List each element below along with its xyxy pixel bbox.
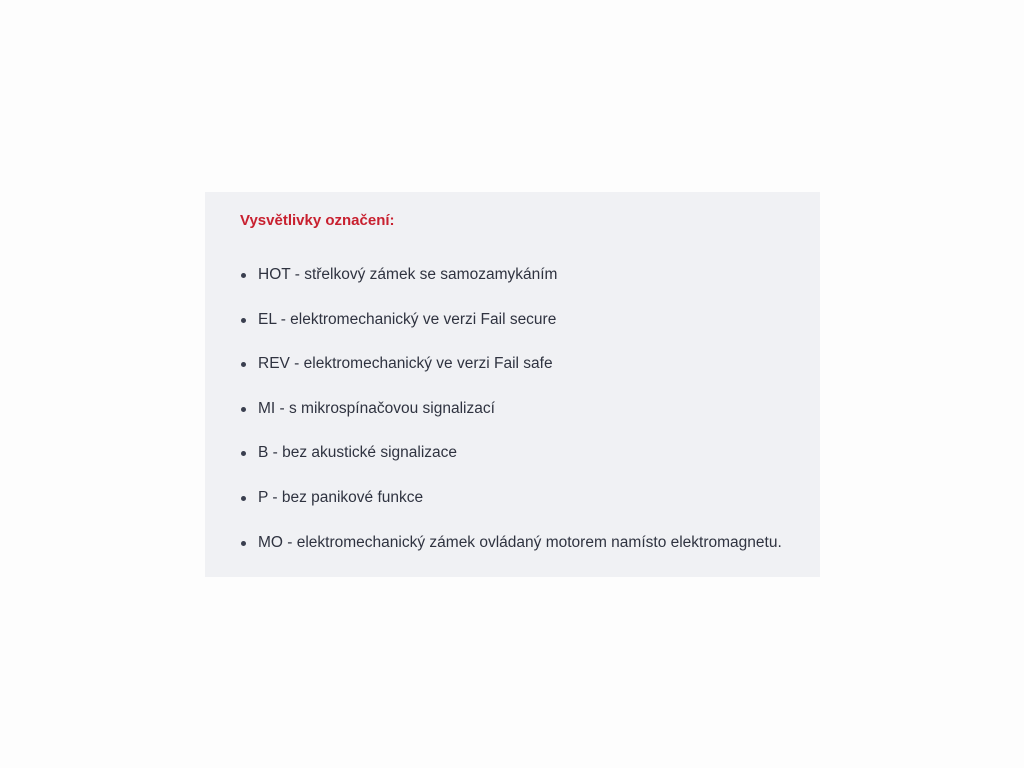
bullet-dot-icon	[241, 318, 246, 323]
list-item-text: P - bez panikové funkce	[258, 488, 424, 506]
legend-list	[240, 265, 782, 577]
bullet-dot-icon	[241, 496, 246, 501]
list-item	[240, 488, 782, 508]
list-item	[240, 533, 782, 553]
list-item	[240, 265, 782, 285]
list-item-text: MI - s mikrospínačovou signalizací	[258, 399, 495, 417]
list-item-text: HOT - střelkový zámek se samozamykáním	[258, 266, 558, 283]
list-item	[240, 310, 782, 330]
list-item-text: REV - elektromechanický ve verzi Fail safe	[258, 355, 553, 373]
legend-panel	[205, 192, 820, 577]
list-item-text: B - bez akustické signalizace	[258, 444, 458, 462]
list-item-text: MO - elektromechanický zámek ovládaný motorem namísto elektromagnetu.	[258, 533, 782, 551]
bullet-dot-icon	[241, 407, 246, 412]
list-item	[240, 354, 782, 374]
bullet-dot-icon	[241, 273, 246, 278]
list-item-text: EL - elektromechanický ve verzi Fail secure	[258, 310, 557, 328]
bullet-dot-icon	[241, 541, 246, 546]
bullet-dot-icon	[241, 451, 246, 456]
legend-title: Vysvětlivky označení:	[240, 212, 395, 229]
list-item	[240, 443, 782, 463]
list-item	[240, 399, 782, 419]
bullet-dot-icon	[241, 362, 246, 367]
